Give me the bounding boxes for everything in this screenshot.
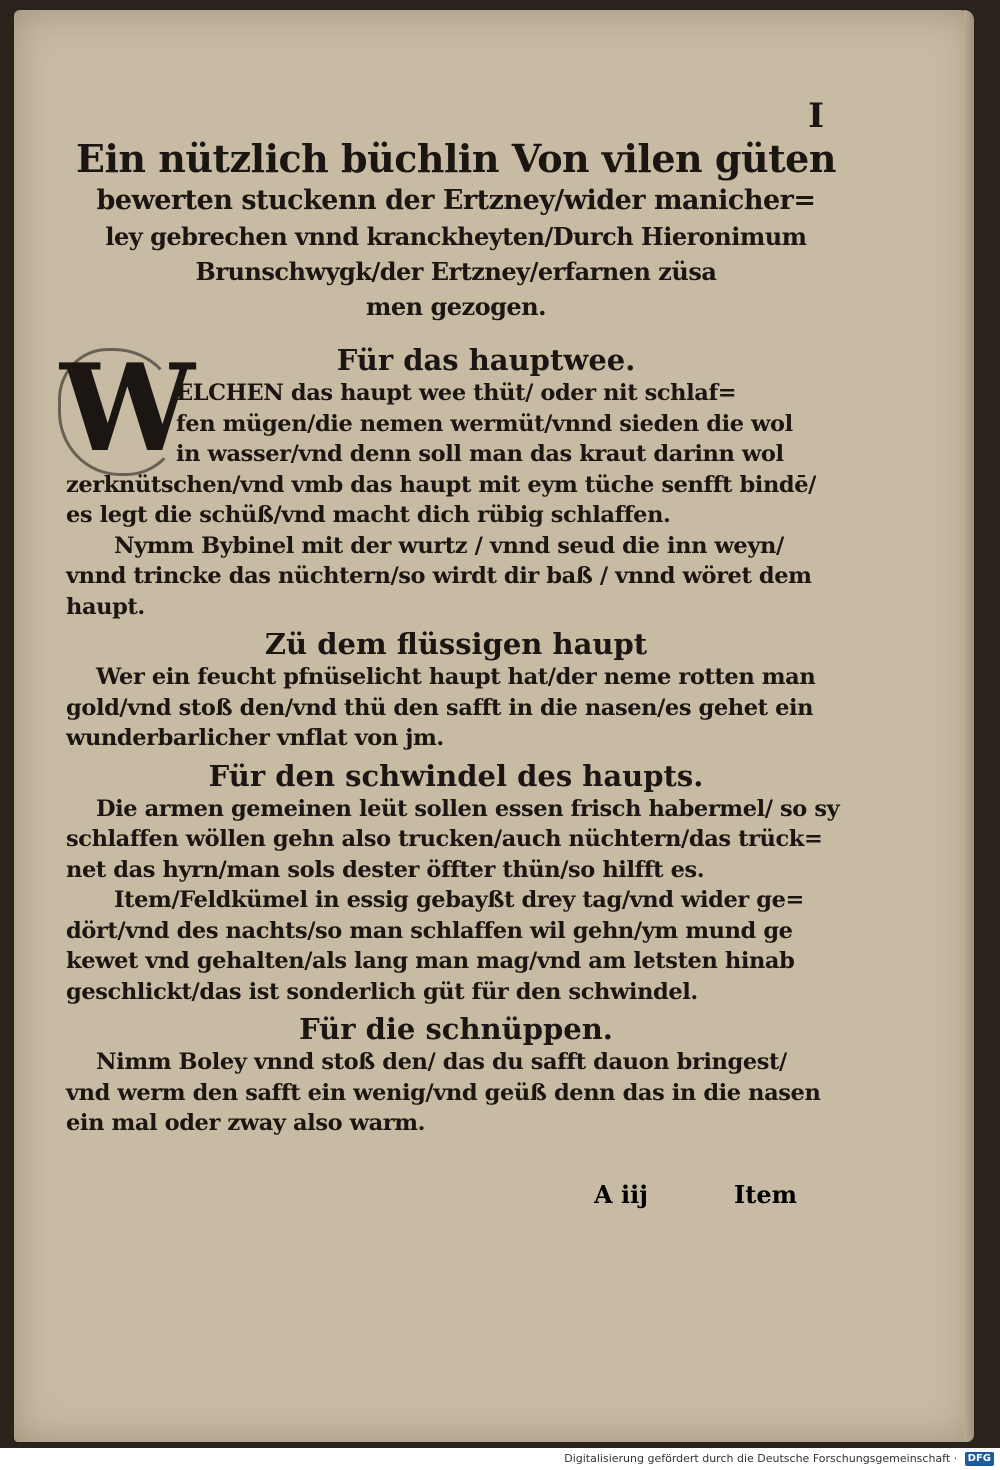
text-line: Item/Feldkümel in essig gebayßt drey tag/vnd wider ge= [114,887,804,913]
digitization-credit [564,1450,994,1468]
text-line: vnnd trincke das nüchtern/so wirdt dir baß / vnnd wöret dem [66,563,812,589]
text-line: gold/vnd stoß den/vnd thü den safft in die nasen/es gehet ein [66,694,814,721]
text-line: in wasser/vnd denn soll man das kraut darinn wol [176,441,784,467]
section-schnueppen [66,1011,846,1139]
text-line: schlaffen wöllen gehn also trucken/auch nüchtern/das trück= [66,826,823,852]
folio-number: I [808,96,824,136]
text-line: vnd werm den safft ein wenig/vnd geüß denn das in die nasen [66,1079,821,1106]
text-line: Nimm Boley vnnd stoß den/ das du safft dauon bringest/ [96,1049,787,1075]
text-line: Nymm Bybinel mit der wurtz / vnnd seud die inn weyn/ [114,532,784,559]
section-heading: Für die schnüppen. [299,1012,613,1046]
text-line: geschlickt/das ist sonderlich güt für den schwindel. [66,978,698,1005]
title-line-5: men gezogen. [365,292,546,321]
page-edge [964,10,974,1442]
catchword: Item [734,1180,797,1209]
text-line: haupt. [66,593,145,620]
text-line: kewet vnd gehalten/als lang man mag/vnd am letsten hinab [66,948,795,974]
text-line: es legt die schüß/vnd macht dich rübig schlaffen. [66,502,671,528]
title-line-1: Ein nützlich büchlin Von vilen güten [76,136,836,181]
credit-text: Digitalisierung gefördert durch die Deutsche Forschungsgemeinschaft · [564,1452,958,1465]
title-line-4: Brunschwygk/der Ertzney/erfarnen züsa [195,257,717,286]
section-heading: Für das hauptwee. [336,343,636,377]
text-line: net das hyrn/man sols dester öffter thün/so hilfft es. [66,856,705,883]
decorated-initial: W [60,338,195,479]
text-line: wunderbarlicher vnflat von jm. [66,725,444,751]
dfg-logo: DFG [965,1452,994,1466]
text-line: ein mal oder zway also warm. [66,1110,426,1136]
text-line: Wer ein feucht pfnüselicht haupt hat/der neme rotten man [96,664,816,690]
text-line: ELCHEN das haupt wee thüt/ oder nit schlaf= [176,380,737,406]
signature-mark: A iij [594,1180,648,1209]
section-heading: Für den schwindel des haupts. [208,758,704,793]
text-line: dört/vnd des nachts/so man schlaffen wil gehn/ym mund ge [66,917,793,944]
text-line: zerknütschen/vnd vmb das haupt mit eym tüche senfft bindē/ [66,471,816,498]
title-line-2: bewerten stuckenn der Ertzney/wider manicher= [96,185,816,216]
text-block [60,90,846,1139]
book-page [14,10,974,1442]
text-line: fen mügen/die nemen wermüt/vnnd sieden die wol [176,410,793,437]
title-line-3: ley gebrechen vnnd kranckheyten/Durch Hieronimum [105,222,807,251]
section-hauptwee [60,338,846,622]
section-heading: Zü dem flüssigen haupt [264,627,648,661]
section-fluessiges-haupt [66,626,846,754]
text-line: Die armen gemeinen leüt sollen essen frisch habermel/ so sy [96,795,840,822]
section-schwindel [66,758,846,1008]
